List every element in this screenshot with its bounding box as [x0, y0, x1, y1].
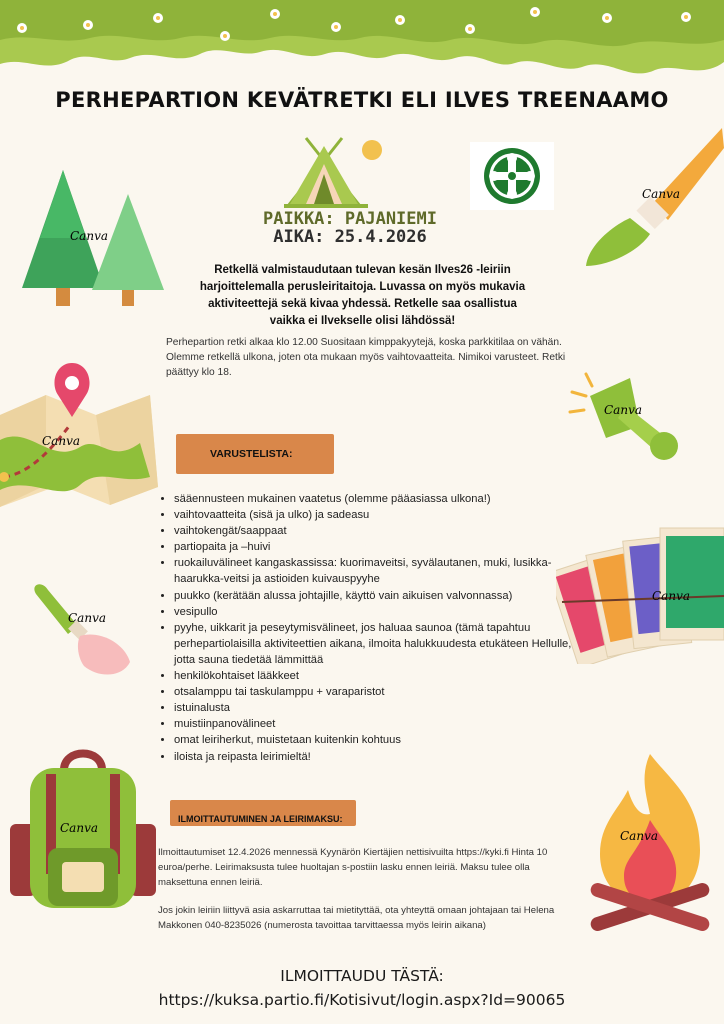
watermark-text: Canva	[70, 229, 108, 243]
list-item: • vaihtovaatteita (sisä ja ulko) ja sadeasu	[174, 507, 594, 523]
signup-call-to-action	[0, 964, 724, 1012]
registration-heading-banner	[170, 800, 356, 826]
backpack-illustration	[8, 744, 158, 914]
event-date: AIKA: 25.4.2026	[273, 227, 427, 247]
flashlight-illustration	[566, 366, 696, 464]
gear-list-heading: VARUSTELISTA:	[210, 448, 293, 460]
registration-heading: ILMOITTAUTUMINEN JA LEIRIMAKSU:	[178, 814, 343, 824]
list-item: • muistiinpanovälineet	[174, 716, 594, 732]
list-item: • omat leiriherkut, muistetaan kuitenkin kohtuus	[174, 732, 594, 748]
watermark-text: Canva	[68, 611, 106, 625]
registration-info	[158, 845, 578, 933]
list-item: • partiopaita ja –huivi	[174, 539, 594, 555]
gear-list	[158, 491, 594, 765]
watermark-text: Canva	[60, 821, 98, 835]
intro-highlight: Retkellä valmistaudutaan tulevan kesän Ilves26 -leiriin harjoittelemalla perusleiritaitoja. Luvassa on myös mukavia aktiviteettejä sekä kivaa yhdessä. Retkelle saa osallistua vaikka ei Ilvekselle olisi lähdössä!	[199, 264, 526, 327]
event-place-date	[200, 210, 500, 246]
intro-text: Perhepartion retki alkaa klo 12.00 Suositaan kimppakyytejä, koska parkkitilaa on vähän. Olemme retkellä ulkona, joten ota mukaan myös vaihtovaatteita. Nimikoi varusteet. Retki päättyy klo 18.	[166, 337, 566, 378]
registration-text: Ilmoittautumiset 12.4.2026 mennessä Kyynärön Kiertäjien nettisivuilta https://kyki.fi Hinta 10 euroa/perhe. Leirimaksusta tulee huoltajan s-postiin lasku ennen leiriä. Maksu tulee olla maksettuna ennen leiriä.	[158, 847, 548, 888]
gear-list-heading-banner	[176, 434, 334, 474]
list-item: • ruokailuvälineet kangaskassissa: kuorimaveitsi, syvälautanen, muki, lusikka-haarukka-veitsi ja astioiden kuivauspyyhe	[174, 555, 594, 587]
tent-icon	[280, 134, 400, 212]
list-item: • henkilökohtaiset lääkkeet	[174, 668, 594, 684]
list-item: • puukko (kerätään alussa johtajille, käyttö vain aikuisen valvonnassa)	[174, 588, 594, 604]
color-swatches-illustration	[556, 520, 724, 664]
watermark-text: Canva	[642, 187, 680, 201]
campfire-illustration	[580, 750, 720, 932]
map-illustration	[0, 355, 160, 523]
foliage-decoration	[0, 0, 724, 90]
scout-logo	[470, 142, 554, 210]
watermark-text: Canva	[652, 589, 690, 603]
watermark-text: Canva	[604, 403, 642, 417]
signup-label: ILMOITTAUDU TÄSTÄ:	[280, 967, 444, 985]
small-brush-illustration	[28, 582, 134, 680]
list-item: • vesipullo	[174, 604, 594, 620]
paintbrush-illustration	[582, 126, 724, 274]
list-item: • vaihtokengät/saappaat	[174, 523, 594, 539]
list-item: • iloista ja reipasta leirimieltä!	[174, 749, 594, 765]
list-item: • istuinalusta	[174, 700, 594, 716]
watermark-text: Canva	[620, 829, 658, 843]
list-item: • sääennusteen mukainen vaatetus (olemme pääasiassa ulkona!)	[174, 491, 594, 507]
event-place: PAIKKA: PAJANIEMI	[263, 209, 437, 229]
signup-link[interactable]: https://kuksa.partio.fi/Kotisivut/login.aspx?Id=90065	[158, 991, 566, 1009]
list-item: • otsalamppu tai taskulamppu + varaparistot	[174, 684, 594, 700]
watermark-text: Canva	[42, 434, 80, 448]
contact-text: Jos jokin leiriin liittyvä asia askarruttaa tai mietityttää, ota yhteyttä omaan johtajaan tai Helena Makkonen 040-8235026 (numerosta tavoittaa tarvittaessa myös leirin aikana)	[158, 905, 555, 931]
list-item: • pyyhe, uikkarit ja peseytymisvälineet, jos haluaa saunoa (tämä tapahtuu perhepartiolaisilla aktiviteettien aikana, ilmoita halukkuudesta etukäteen Hellulle, jotta sauna tiedetää lämmittää	[174, 620, 594, 668]
page-title: PERHEPARTION KEVÄTRETKI ELI ILVES TREENAAMO	[55, 88, 669, 112]
pine-trees-illustration	[10, 168, 170, 308]
